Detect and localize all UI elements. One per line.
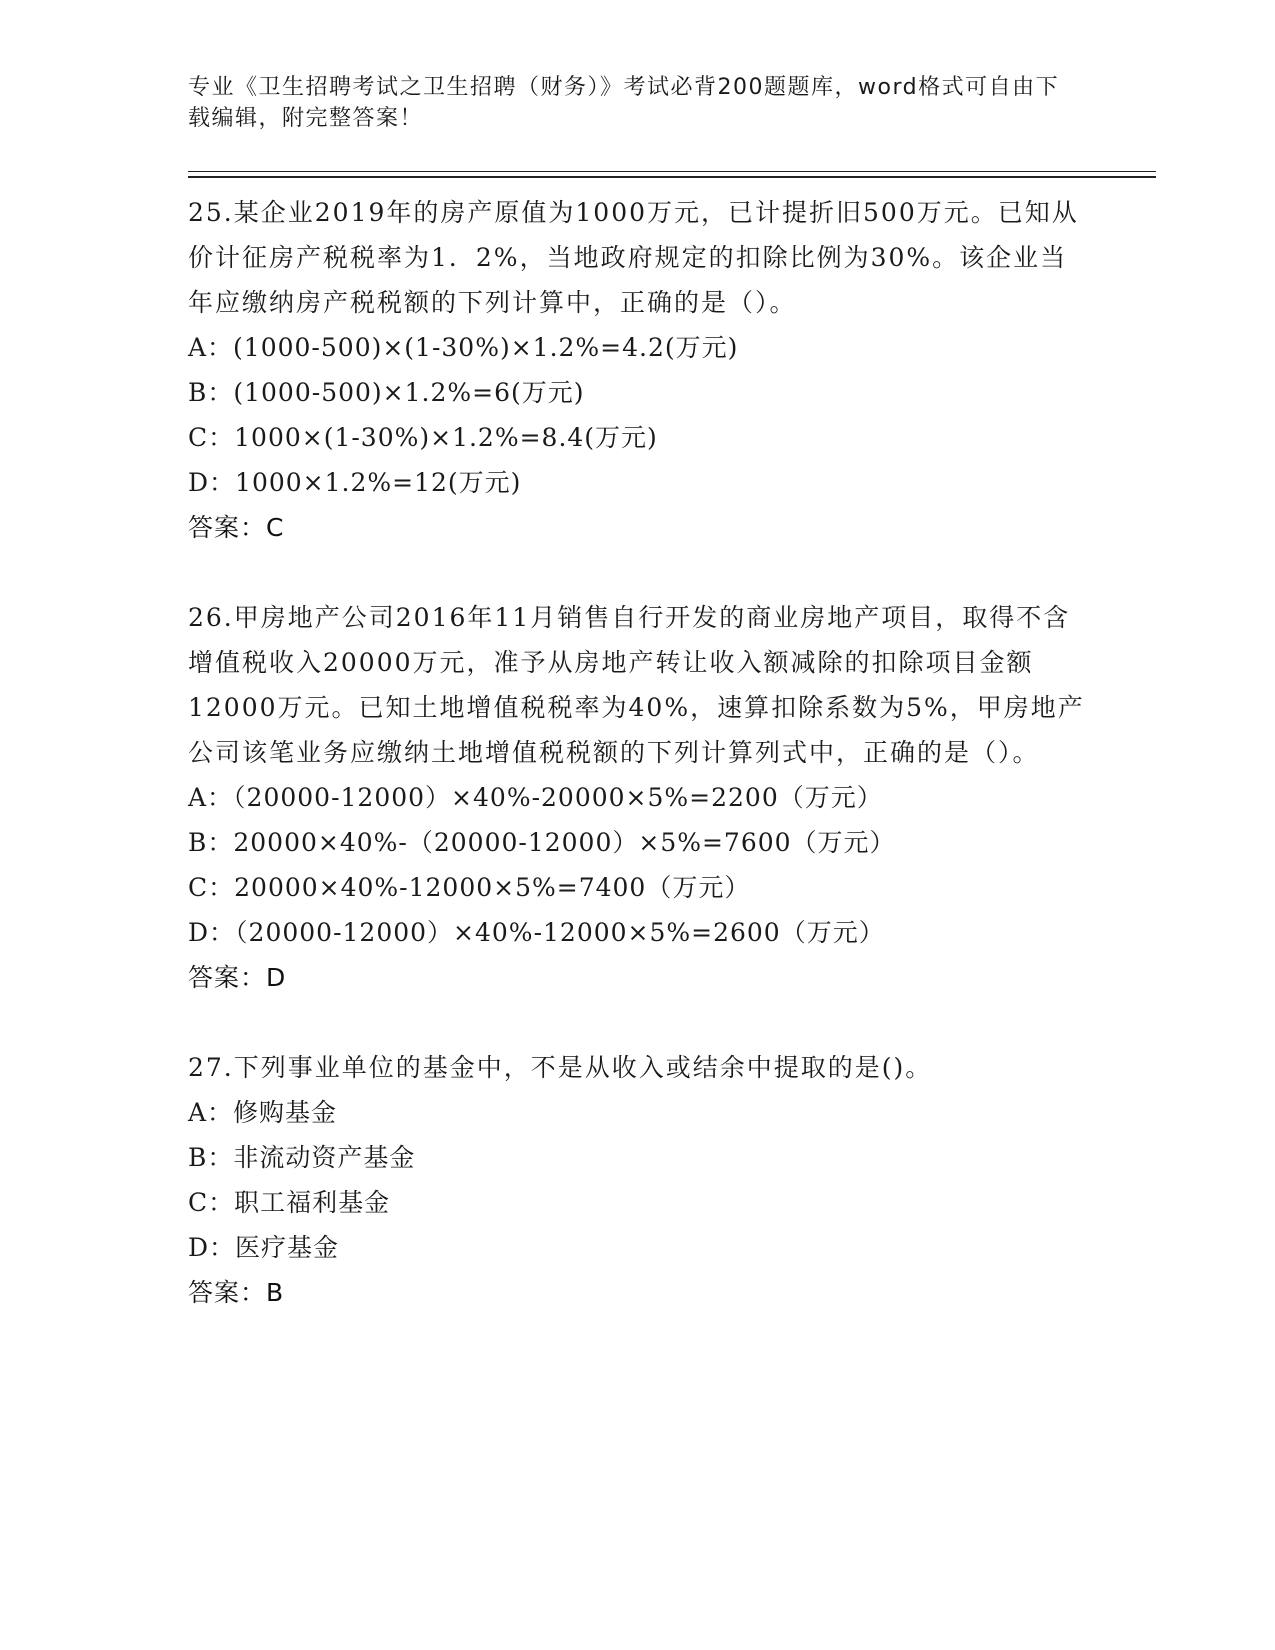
option-b: B：非流动资产基金 (188, 1143, 416, 1172)
answer: 答案：D (188, 963, 287, 992)
option-b: B：(1000-500)×1.2%=6(万元) (188, 378, 585, 407)
option-d: D：（20000-12000）×40%-12000×5%=2600（万元） (188, 918, 885, 947)
question-spacer (188, 1000, 1088, 1045)
header-divider-top (188, 171, 1156, 172)
question-list (188, 190, 1088, 1315)
question-stem: 27.下列事业单位的基金中，不是从收入或结余中提取的是()。 (188, 1053, 933, 1082)
answer: 答案：C (188, 513, 285, 542)
question-spacer (188, 550, 1088, 595)
question-stem: 26.甲房地产公司2016年11月销售自行开发的商业房地产项目，取得不含增值税收入20000万元，准予从房地产转让收入额减除的扣除项目金额12000万元。已知土地增值税税率为40%，速算扣除系数为5%，甲房地产公司该笔业务应缴纳土地增值税税额的下列计算列式中，正确的是（）。 (188, 603, 1085, 767)
option-d: D：医疗基金 (188, 1233, 340, 1262)
option-a: A：修购基金 (188, 1098, 338, 1127)
answer: 答案：B (188, 1278, 285, 1307)
option-a: A：（20000-12000）×40%-20000×5%=2200（万元） (188, 783, 883, 812)
question-stem: 25.某企业2019年的房产原值为1000万元，已计提折旧500万元。已知从价计征房产税税率为1．2%，当地政府规定的扣除比例为30%。该企业当年应缴纳房产税税额的下列计算中，正确的是（）。 (188, 198, 1079, 317)
option-a: A：(1000-500)×(1-30%)×1.2%=4.2(万元) (188, 333, 739, 362)
question-26 (188, 595, 1088, 1000)
question-27 (188, 1045, 1088, 1315)
option-b: B：20000×40%-（20000-12000）×5%=7600（万元） (188, 828, 896, 857)
question-25 (188, 190, 1088, 550)
document-header: 专业《卫生招聘考试之卫生招聘（财务）》考试必背200题题库，word格式可自由下载编辑，附完整答案！ (188, 75, 1060, 131)
option-c: C：1000×(1-30%)×1.2%=8.4(万元) (188, 423, 658, 452)
option-c: C：20000×40%-12000×5%=7400（万元） (188, 873, 751, 902)
header-divider-bottom (188, 176, 1156, 178)
option-d: D：1000×1.2%=12(万元) (188, 468, 522, 497)
option-c: C：职工福利基金 (188, 1188, 391, 1217)
